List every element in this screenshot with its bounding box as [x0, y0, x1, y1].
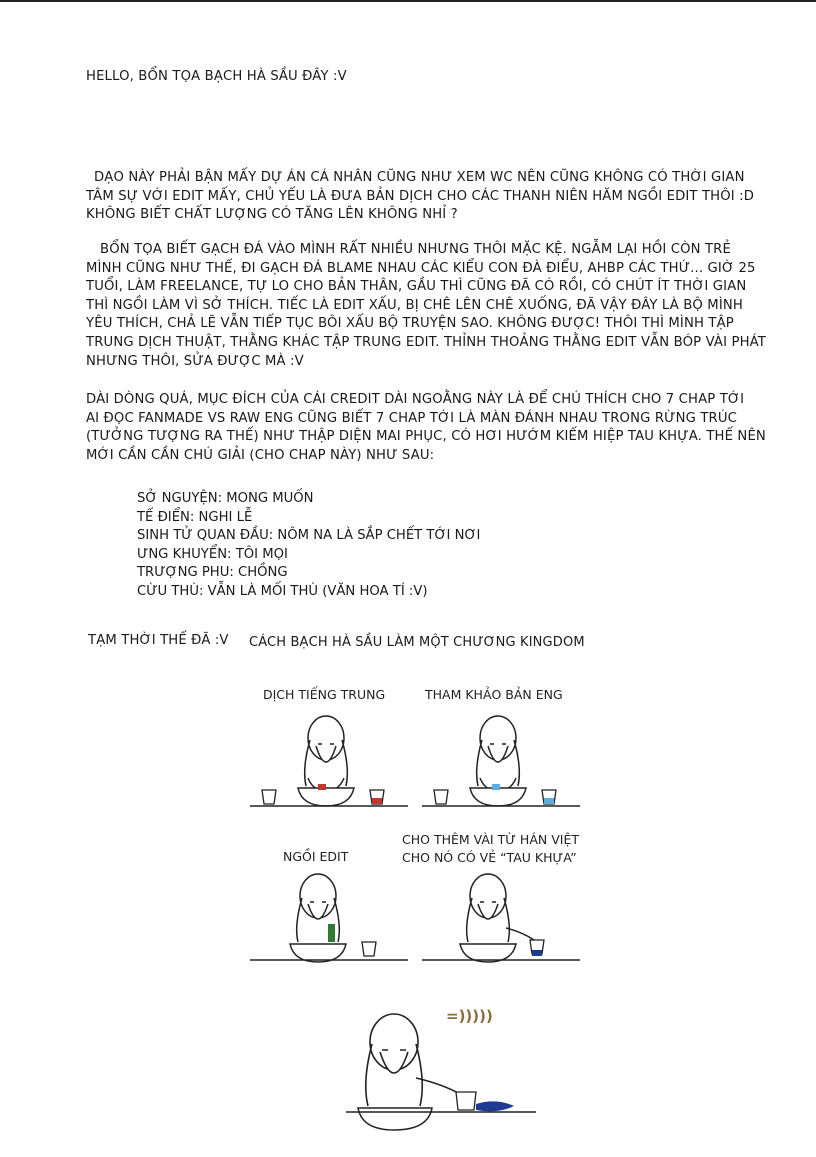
paragraph-line: DẠO NÀY PHẢI BẬN MẤY DỰ ÁN CÁ NHÂN CŨNG NHƯ XEM WC NÊN CŨNG KHÔNG CÓ THỜI GIAN — [94, 170, 745, 185]
glossary-item: ƯNG KHUYỂN: TÔI MỌI — [137, 546, 288, 562]
panel-3-caption: NGỒI EDIT — [283, 849, 349, 864]
paragraph-line: THÌ NGỒI LÀM VÌ SỞ THÍCH. TIẾC LÀ EDIT XẤU, BỊ CHÊ LÊN CHÊ XUỐNG, ĐÃ VẬY ĐÂY LÀ BỘ MÌNH — [86, 297, 743, 313]
panel-4-drawing — [418, 868, 588, 968]
mixing-bowl — [298, 788, 354, 806]
green-bottle — [328, 924, 335, 942]
old-man-figure — [305, 716, 348, 790]
comic-title: CÁCH BẠCH HÀ SẦU LÀM MỘT CHƯƠNG KINGDOM — [249, 635, 585, 650]
paragraph-line: DÀI DÒNG QUÁ, MỤC ĐÍCH CỦA CÁI CREDIT DÀI NGOẰNG NÀY LÀ ĐỂ CHÚ THÍCH CHO 7 CHAP TỚI — [86, 392, 745, 407]
paragraph-line: TÂM SỰ VỚI EDIT MẤY, CHỦ YẾU LÀ ĐƯA BẢN DỊCH CHO CÁC THANH NIÊN HĂM NGỒI EDIT THÔI :D — [86, 188, 755, 204]
left-cup — [262, 790, 276, 804]
glossary-item: TRƯỢNG PHU: CHỒNG — [137, 565, 288, 581]
paragraph-line: NHƯNG THÔI, SỬA ĐƯỢC MÀ :V — [86, 353, 304, 369]
paragraph-3 — [86, 391, 766, 465]
red-liquid — [318, 784, 326, 790]
glossary-list — [137, 490, 480, 602]
paragraph-1 — [86, 169, 754, 225]
paragraph-line: TUỔI, LÀM FREELANCE, TỰ LO CHO BẢN THÂN, GẦU THÌ CŨNG ĐÃ CÓ RỒI, CÓ CHÚT ÍT THỜI GIAN — [86, 279, 747, 295]
glossary-item: SỞ NGUYỆN: MONG MUỐN — [137, 491, 314, 506]
paragraph-line: BỔN TỌA BIẾT GẠCH ĐÁ VÀO MÌNH RẤT NHIỀU NHƯNG THÔI MẶC KỆ. NGẪM LẠI HỒI CÒN TRẺ — [100, 242, 731, 257]
paragraph-line: KHÔNG BIẾT CHẤT LƯỢNG CÓ TĂNG LÊN KHÔNG NHỈ ? — [86, 207, 458, 223]
page-header: HELLO, BỔN TỌA BẠCH HÀ SẦU ĐÂY :V — [86, 69, 347, 84]
laugh-text: =))))) — [446, 1007, 493, 1025]
paragraph-line: MỚI CẦN CẦN CHÚ GIẢI (CHO CHAP NÀY) NHƯ SAU: — [86, 447, 435, 463]
glossary-item: TẾ ĐIỂN: NGHI LỄ — [137, 509, 253, 525]
glossary-item: CỪU THÙ: VẪN LÀ MỐI THÙ (VĂN HOA TÍ :V) — [137, 583, 428, 599]
paragraph-line: YÊU THÍCH, CHẢ LẼ VẪN TIẾP TỤC BÔI XẤU BỘ TRUYỆN SAO. KHÔNG ĐƯỢC! THÔI THÌ MÌNH TẬP — [86, 316, 734, 332]
panel-5-drawing — [346, 1008, 546, 1138]
panel-3-drawing — [246, 868, 416, 968]
panel-2-drawing — [418, 708, 588, 818]
paragraph-2 — [86, 241, 766, 371]
paragraph-line: AI ĐỌC FANMADE VS RAW ENG CŨNG BIẾT 7 CHAP TỚI LÀ MÀN ĐÁNH NHAU TRONG RỪNG TRÚC — [86, 410, 737, 426]
panel-4-caption-line-2: CHO NÓ CÓ VẺ “TAU KHỰA” — [402, 850, 577, 865]
paragraph-line: (TƯỞNG TƯỢNG RA THẾ) NHƯ THẬP DIỆN MAI PHỤC, CÓ HƠI HƯỚM KIẾM HIỆP TAU KHỰA. THẾ NÊN — [86, 429, 766, 445]
comic-strip — [246, 672, 594, 1147]
top-border-line — [0, 0, 816, 2]
panel-1-caption: DỊCH TIẾNG TRUNG — [263, 687, 386, 702]
panel-2-caption: THAM KHẢO BẢN ENG — [425, 687, 563, 702]
closing-text: TẠM THỜI THẾ ĐÃ :V — [88, 633, 229, 648]
glossary-item: SINH TỬ QUAN ĐẦU: NÔM NA LÀ SẮP CHẾT TỚI NƠI — [137, 528, 481, 544]
spilled-liquid — [476, 1101, 514, 1111]
panel-1-drawing — [246, 708, 416, 818]
paragraph-line: TRUNG DỊCH THUẬT, THẰNG KHÁC TẬP TRUNG EDIT. THỈNH THOẢNG THẰNG EDIT VẪN BÓP VÀI PHÁT — [86, 334, 766, 350]
panel-4-caption-line-1: CHO THÊM VÀI TỪ HÁN VIỆT — [402, 832, 579, 847]
paragraph-line: MÌNH CŨNG NHƯ THẾ, ĐI GẠCH ĐÁ BLAME NHAU CÁC KIỂU CON ĐÀ ĐIỂU, AHBP CÁC THỨ... GIỜ 25 — [86, 260, 756, 276]
